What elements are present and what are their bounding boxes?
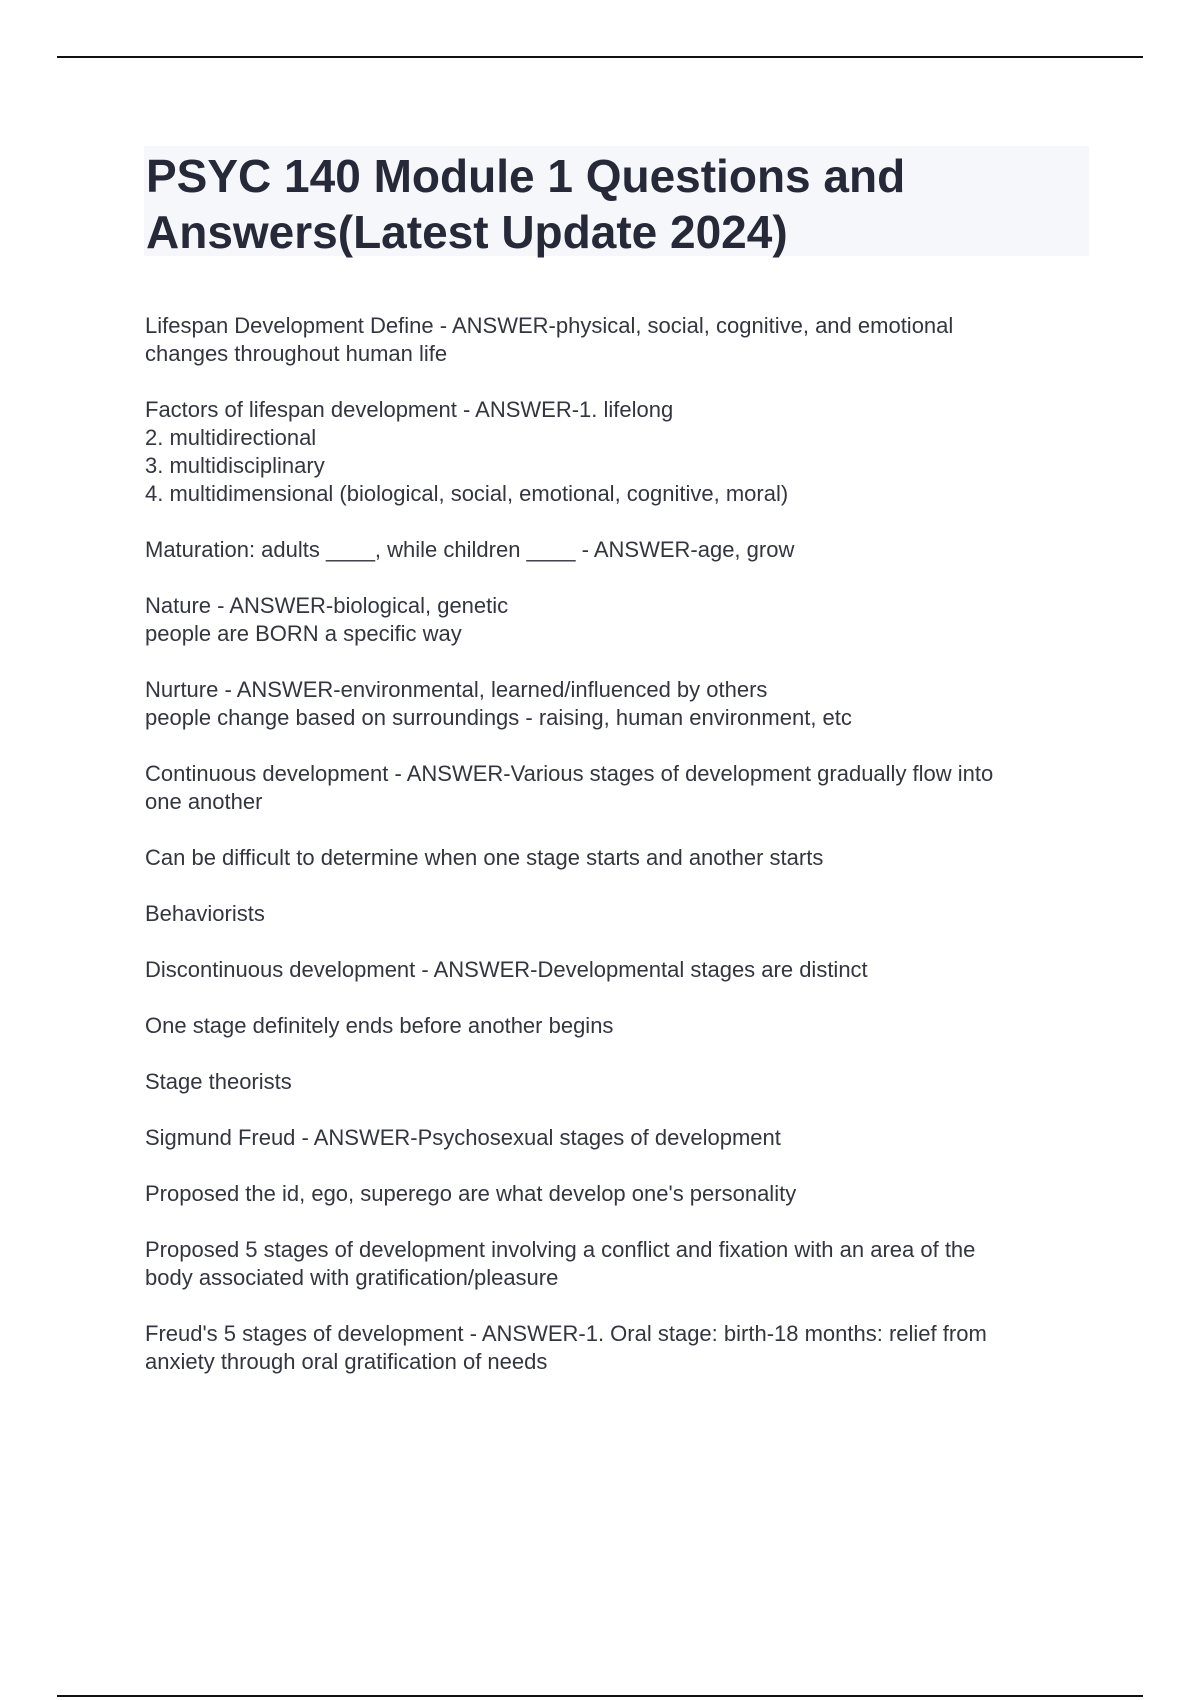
title-line: PSYC 140 Module 1 Questions and bbox=[146, 150, 906, 202]
qa-entry bbox=[145, 844, 1095, 872]
entry-line: Can be difficult to determine when one stage starts and another starts bbox=[145, 845, 824, 870]
entry-line: Maturation: adults ____, while children ____ - ANSWER-age, grow bbox=[145, 537, 795, 562]
title-line: Answers(Latest Update 2024) bbox=[146, 206, 788, 258]
qa-entry bbox=[145, 312, 1095, 368]
entry-line: 4. multidimensional (biological, social, emotional, cognitive, moral) bbox=[145, 481, 789, 506]
entry-line: Behaviorists bbox=[145, 901, 265, 926]
entry-line: Nature - ANSWER-biological, genetic bbox=[145, 593, 509, 618]
entry-line: Proposed 5 stages of development involving a conflict and fixation with an area of the bbox=[145, 1237, 976, 1262]
entry-line: 2. multidirectional bbox=[145, 425, 317, 450]
entry-line: people are BORN a specific way bbox=[145, 621, 462, 646]
entry-line: Continuous development - ANSWER-Various stages of development gradually flow into bbox=[145, 761, 994, 786]
entry-line: Stage theorists bbox=[145, 1069, 292, 1094]
entry-line: 3. multidisciplinary bbox=[145, 453, 325, 478]
entry-line: Nurture - ANSWER-environmental, learned/influenced by others bbox=[145, 677, 768, 702]
bottom-divider bbox=[57, 1695, 1143, 1697]
entry-line: Lifespan Development Define - ANSWER-physical, social, cognitive, and emotional bbox=[145, 313, 954, 338]
qa-entry bbox=[145, 1320, 1095, 1376]
entry-line: people change based on surroundings - raising, human environment, etc bbox=[145, 705, 852, 730]
qa-entry bbox=[145, 396, 1095, 508]
qa-entry bbox=[145, 760, 1095, 816]
entry-line: Freud's 5 stages of development - ANSWER-1. Oral stage: birth-18 months: relief from bbox=[145, 1321, 987, 1346]
entry-line: anxiety through oral gratification of needs bbox=[145, 1349, 548, 1374]
qa-entry bbox=[145, 1012, 1095, 1040]
entry-line: Sigmund Freud - ANSWER-Psychosexual stages of development bbox=[145, 1125, 781, 1150]
qa-entry bbox=[145, 900, 1095, 928]
qa-entry bbox=[145, 1068, 1095, 1096]
entry-line: Factors of lifespan development - ANSWER-1. lifelong bbox=[145, 397, 674, 422]
title-block bbox=[144, 146, 1089, 256]
entry-line: Proposed the id, ego, superego are what develop one's personality bbox=[145, 1181, 797, 1206]
entry-line: changes throughout human life bbox=[145, 341, 448, 366]
qa-list bbox=[145, 312, 1095, 1376]
document-title bbox=[146, 148, 905, 260]
qa-entry bbox=[145, 1236, 1095, 1292]
qa-entry bbox=[145, 956, 1095, 984]
qa-entry bbox=[145, 592, 1095, 648]
entry-line: One stage definitely ends before another begins bbox=[145, 1013, 614, 1038]
entry-line: one another bbox=[145, 789, 263, 814]
qa-entry bbox=[145, 1180, 1095, 1208]
qa-entry bbox=[145, 676, 1095, 732]
qa-entry bbox=[145, 1124, 1095, 1152]
top-divider bbox=[57, 56, 1143, 58]
entry-line: body associated with gratification/pleasure bbox=[145, 1265, 559, 1290]
qa-entry bbox=[145, 536, 1095, 564]
entry-line: Discontinuous development - ANSWER-Developmental stages are distinct bbox=[145, 957, 868, 982]
